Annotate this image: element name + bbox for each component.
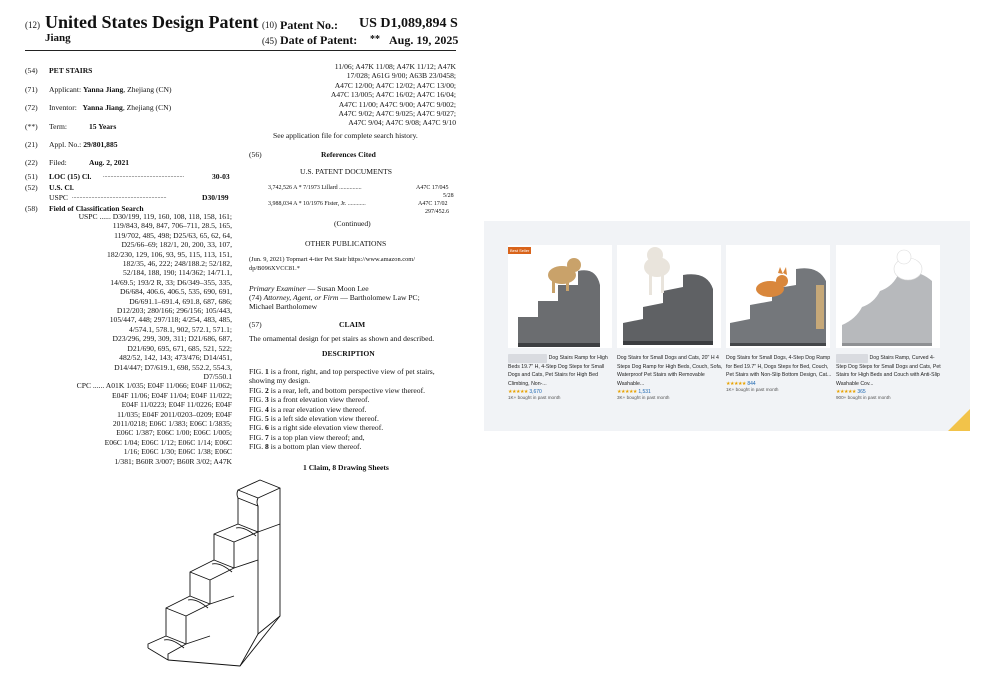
stairs-with-dog-image (726, 245, 830, 348)
fig-number: 4 (265, 404, 269, 414)
uspc-search-line: 105/447, 448; 297/118; 4/254, 483, 485, (109, 315, 232, 325)
continued-note: (Continued) (334, 219, 371, 228)
product-image[interactable] (508, 245, 612, 348)
inid-code-12: (12) (25, 20, 40, 30)
uscl-label: U.S. Cl. (49, 183, 74, 192)
inventor-name: Yanna Jiang (82, 103, 123, 112)
star-rating-icon: ★★★★★ (726, 380, 746, 387)
inid-74: (74) (249, 293, 262, 302)
cpc-line: A47C 13/005; A47C 16/02; A47C 16/04; (330, 90, 456, 100)
fig-label: FIG. (249, 385, 266, 395)
figure-line (249, 442, 435, 451)
reference-1-class: A47C 17/045 (416, 185, 449, 191)
cpc-line: 2011/0218; E06C 1/383; E06C 1/3835; (112, 418, 232, 428)
uspc-search-line: 14/69.5; 193/2 R, 33; D6/349–355, 335, (110, 277, 232, 287)
uspc-search-line: 482/52, 142, 143; 473/476; D14/451, (119, 353, 232, 363)
product-title[interactable] (617, 354, 723, 388)
search-history-note: See application file for complete search history. (273, 131, 418, 140)
applicant-name: Yanna Jiang (82, 85, 124, 94)
uspc-search-line: D14/447; D7/619.1, 698, 552.2, 554.3, (114, 362, 232, 372)
stairs-with-dog-image (508, 245, 612, 348)
publication-line-1: (Jun. 9, 2021) Topmart 4-tier Pet Stair https://www.amazon.com/ (249, 256, 416, 263)
fig-number: 2 (265, 385, 269, 395)
uspc-search-line: 4/574.1, 578.1, 902, 572.1, 571.1; (129, 324, 232, 334)
cpc-line: CPC ...... A01K 1/035; E04F 11/066; E04F 11/062; (76, 381, 232, 391)
fig-text: is a left side elevation view thereof. (268, 414, 379, 424)
cpc-continued (258, 62, 456, 128)
term-label: Term: (49, 122, 68, 131)
appl-label: Appl. No.: (49, 140, 82, 149)
inid-56: (56) (249, 150, 262, 159)
inventor-location: , Zhejiang (CN) (122, 103, 172, 112)
uspc-search-line: 52/184, 188, 190; 114/362; 14/71.1, (123, 268, 232, 278)
patent-number: US D1,089,894 S (359, 16, 458, 31)
inid-72: (72) (25, 103, 38, 112)
fig-text: is a front elevation view thereof. (268, 395, 370, 405)
inid-58: (58) (25, 204, 38, 213)
appl-line (49, 140, 118, 149)
review-count[interactable]: 365 (857, 389, 866, 396)
cpc-line: 11/035; E04F 2011/0203–0209; E04F (117, 409, 232, 419)
cpc-line: E04F 11/06; E04F 11/04; E04F 11/022; (111, 390, 232, 400)
fig-text: is a right side elevation view thereof. (268, 423, 384, 433)
review-count[interactable]: 844 (747, 380, 756, 387)
filed-label: Filed: (49, 158, 67, 167)
cpc-line: 11/06; A47K 11/08; A47K 11/12; A47K (334, 62, 456, 71)
date-marker: ** (370, 34, 380, 45)
redacted-brand (836, 354, 868, 363)
claim-title: CLAIM (339, 320, 366, 329)
uspc-search-line: USPC ...... D30/199, 119, 160, 108, 118, 158, 161; (78, 212, 232, 221)
reference-2-subclass: 297/452.6 (425, 209, 450, 215)
references-title: References Cited (321, 150, 376, 159)
inid-21: (21) (25, 140, 38, 149)
figure-line (249, 395, 435, 404)
fig-number: 8 (265, 442, 269, 452)
figure-line (249, 376, 435, 385)
uspc-search-line: 119/702, 485, 498; D25/63, 65, 62, 64, (114, 230, 232, 240)
cpc-line: A47C 9/04; A47C 9/08; A47C 9/10 (348, 118, 456, 128)
loc-value: 30-03 (212, 172, 230, 181)
document-title: United States Design Patent (45, 12, 259, 32)
applicant-line (49, 85, 172, 94)
bought-past-month: 3K+ bought in past month (617, 395, 670, 401)
redacted-brand (508, 354, 547, 363)
uspc-search-line: D23/296, 299, 309, 311; D21/686, 687, (112, 334, 232, 344)
product-title-text[interactable]: Dog Stairs for Small Dogs, 4-Step Dog Ramp for Bed 19.7" H, Dogs Steps for Bed, Couch, Pet Stairs with Non-Slip Bottom Design, Cat... (726, 355, 832, 379)
term-value: 15 Years (89, 122, 117, 131)
cpc-line: 17/028; A61G 9/00; A63B 23/0458; (346, 71, 456, 81)
fig-text: is a bottom plan view thereof. (268, 442, 362, 452)
uspc-search-line: D25/66–69; 182/1, 20, 200, 33, 107, (121, 240, 232, 250)
pet-stairs-drawing (140, 476, 290, 676)
product-image[interactable] (726, 245, 830, 348)
star-rating-icon: ★★★★★ (508, 389, 528, 396)
product-card[interactable] (508, 245, 612, 400)
product-card[interactable] (726, 245, 830, 392)
star-rating-icon: ★★★★★ (617, 389, 637, 396)
uspc-search-line: 182/35, 46, 222; 248/188.2; 52/182, (122, 259, 232, 269)
figure-line (249, 423, 435, 432)
fig-text: is a front, right, and top perspective view of pet stairs, (268, 367, 435, 376)
stairs-with-dog-image (836, 245, 940, 348)
fig-text: is a rear, left, and bottom perspective view thereof. (268, 385, 425, 395)
reference-2-class: A47C 17/02 (418, 201, 448, 207)
figure-line (249, 386, 435, 395)
inid-term: (**) (25, 122, 38, 131)
fig-label: FIG. (249, 404, 266, 414)
cpc-line: 1/381; B60R 3/007; B60R 3/02; A47K (114, 456, 232, 466)
attorney-name: Michael Bartholomew (249, 302, 318, 311)
uspc-label: USPC (49, 193, 68, 202)
attorney-line (249, 293, 420, 302)
review-count[interactable]: 3,670 (529, 389, 542, 396)
cpc-line: A47C 11/00; A47C 9/00; A47C 9/002; (338, 99, 456, 109)
fig-label: FIG. (249, 367, 266, 376)
cpc-line: E06C 1/387; E06C 1/00; E06C 1/005; (116, 428, 232, 438)
reference-1-subclass: 5/28 (443, 193, 454, 199)
product-image[interactable] (836, 245, 940, 348)
attorney-firm: — Bartholomew Law PC; (338, 293, 420, 302)
cpc-line: A47C 9/02; A47C 9/025; A47C 9/027; (338, 109, 456, 119)
attorney-label: Attorney, Agent, or Firm (263, 293, 339, 302)
uspc-search-line: 119/843, 849, 847, 706–711, 28.5, 165, (112, 221, 232, 231)
fig-label: FIG. (249, 442, 266, 452)
fig-number: 3 (265, 395, 269, 405)
fig-label: FIG. (249, 423, 266, 433)
figure-list (249, 367, 435, 452)
uspc-search-line: D12/203; 280/166; 296/156; 105/443, (116, 306, 232, 316)
inid-54: (54) (25, 66, 38, 75)
inventor-surname: Jiang (45, 32, 71, 44)
product-title-text[interactable]: Dog Stairs for Small Dogs and Cats, 20" H 4 Steps Dog Ramp for High Beds, Couch, Sofa, Waterproof Pet Stairs with Removable Washable... (617, 355, 723, 387)
figure-line (249, 414, 435, 423)
claim-sheets-count: 1 Claim, 8 Drawing Sheets (303, 463, 389, 472)
inid-52: (52) (25, 183, 38, 192)
product-title[interactable] (508, 354, 614, 388)
filed-date: Aug. 2, 2021 (89, 158, 130, 167)
examiner-name: — Susan Moon Lee (305, 284, 369, 293)
product-title-text[interactable]: Dog Stairs Ramp, Curved 4-Step Dog Steps for Small Dogs and Cats, Pet Stairs for High Beds and Couch with Anti-Slip Washable Cov... (836, 355, 941, 387)
inid-51: (51) (25, 172, 38, 181)
figure-line (249, 367, 435, 376)
description-title: DESCRIPTION (322, 349, 375, 358)
corner-accent-icon (948, 409, 970, 431)
date-label: Date of Patent: (280, 33, 358, 47)
bought-past-month: 1K+ bought in past month (508, 395, 561, 401)
fig-number: 1 (265, 367, 269, 376)
loc-label: LOC (15) Cl. (49, 172, 92, 181)
uspc-search-list (40, 212, 232, 466)
figure-line (249, 405, 435, 414)
appl-number: 29/801,885 (83, 140, 118, 149)
fig-label: FIG. (249, 432, 266, 442)
uspc-search-line: D6/691.1–691.4, 691.8, 687, 686; (129, 296, 232, 306)
stairs-with-dog-image (617, 245, 721, 348)
fig-number: 7 (265, 432, 269, 442)
figure-line (249, 433, 435, 442)
examiner-label: Primary Examiner (249, 284, 306, 293)
cpc-line: E06C 1/04; E06C 1/12; E06C 1/14; E06C (104, 437, 232, 447)
fig-number: 5 (265, 414, 269, 424)
inid-71: (71) (25, 85, 38, 94)
star-rating-icon: ★★★★★ (836, 389, 856, 396)
us-docs-heading: U.S. PATENT DOCUMENTS (300, 167, 392, 176)
product-title[interactable] (836, 354, 942, 388)
product-card[interactable] (836, 245, 940, 400)
claim-text: The ornamental design for pet stairs as shown and described. (249, 334, 435, 343)
bought-past-month: 1K+ bought in past month (726, 386, 779, 392)
applicant-label: Applicant: (49, 85, 82, 94)
fig-text: showing my design. (249, 376, 310, 386)
fig-number: 6 (265, 423, 269, 433)
fig-text: is a top plan view thereof; and, (268, 432, 365, 442)
reference-1: 3,742,526 A * 7/1973 Lillard ............... (268, 185, 362, 191)
product-title-text[interactable]: Dog Stairs Ramp for High Beds 19.7" H, 4-Step Dog Steps for Small Dogs and Cats, Pet Stairs for High Bed Climbing, Non-... (508, 355, 608, 387)
inid-22: (22) (25, 158, 38, 167)
patent-no-label: Patent No.: (280, 18, 338, 32)
uspc-search-line: D7/550.1 (203, 371, 232, 381)
cpc-line: E04F 11/0223; E04F 11/0226; E04F (121, 400, 232, 410)
product-image[interactable] (617, 245, 721, 348)
loc-dots: ...................................................... (103, 173, 184, 179)
uspc-search-line: 182/230, 129, 106, 93, 95, 115, 113, 151, (107, 249, 232, 259)
inid-code-45: (45) (262, 36, 277, 46)
other-publications-heading: OTHER PUBLICATIONS (305, 239, 387, 248)
publication-line-2: dp/B096XVCC81.* (249, 265, 300, 272)
applicant-location: , Zhejiang (CN) (123, 85, 172, 94)
uspc-dots: ............................................................... (72, 194, 167, 200)
fig-label: FIG. (249, 395, 266, 405)
review-count[interactable]: 1,531 (638, 389, 651, 396)
field-search-label: Field of Classification Search (49, 204, 144, 213)
examiner-line (249, 284, 369, 293)
uspc-value: D30/199 (202, 193, 229, 202)
product-listing-panel (484, 221, 970, 431)
header-rule (25, 50, 456, 51)
reference-2: 3,988,034 A * 10/1976 Fister, Jr. ............ (268, 201, 366, 207)
invention-title: PET STAIRS (49, 66, 93, 75)
inid-code-10: (10) (262, 20, 277, 30)
inventor-label: Inventor: (49, 103, 77, 112)
product-title[interactable] (726, 354, 832, 380)
inid-57: (57) (249, 320, 262, 329)
uspc-search-line: D21/690, 695, 671, 685, 521, 522; (127, 343, 232, 353)
patent-date: Aug. 19, 2025 (389, 33, 459, 47)
bought-past-month: 900+ bought in past month (836, 395, 891, 401)
uspc-search-line: D6/684, 406.6, 406.5, 535, 690, 691, (119, 287, 232, 297)
fig-text: is a rear elevation view thereof. (268, 404, 367, 414)
cpc-line: 1/16; E06C 1/30; E06C 1/38; E06C (123, 447, 232, 457)
cpc-line: A47C 12/00; A47C 12/02; A47C 13/00; (334, 80, 456, 90)
inventor-line (49, 103, 171, 112)
fig-label: FIG. (249, 414, 266, 424)
product-card[interactable] (617, 245, 721, 400)
best-seller-badge: Best Seller (510, 248, 530, 253)
